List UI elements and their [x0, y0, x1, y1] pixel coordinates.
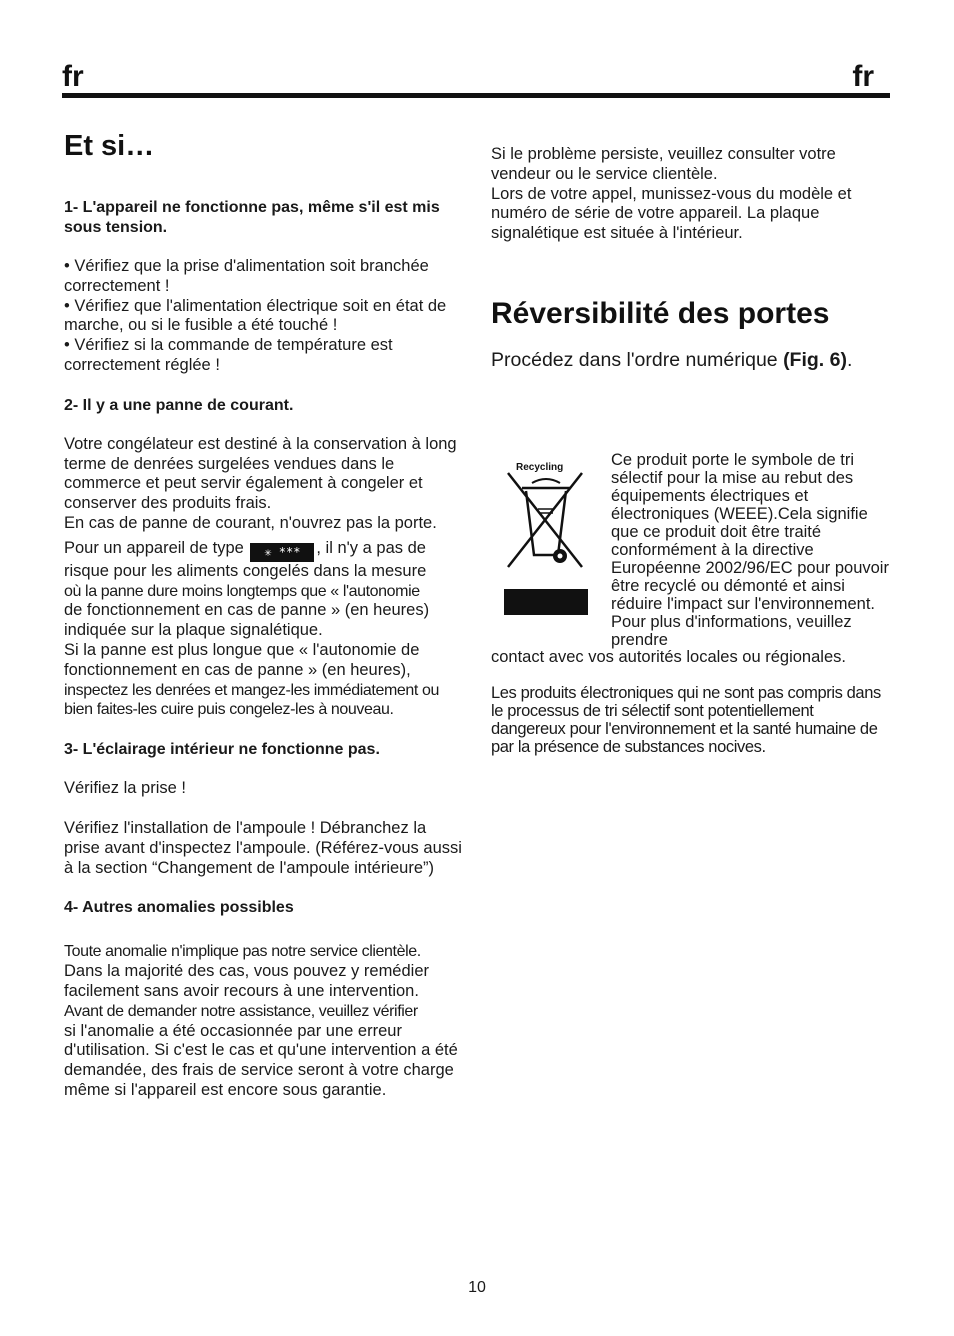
check-power-supply: • Vérifiez que l'alimentation électrique soit en état de marche, ou si le fusible a été touché ! — [64, 296, 447, 335]
service-paragraph-2: Lors de votre appel, munissez-vous du modèle et numéro de série de votre appareil. La plaque signalétique est située à l'intérieur. — [491, 184, 852, 243]
left-column — [64, 128, 466, 1101]
section-title-door-reversibility: Réversibilité des portes — [491, 296, 830, 330]
crossed-bin-icon — [502, 455, 590, 615]
check-temperature: • Vérifiez si la commande de température est correctement réglée ! — [64, 336, 393, 374]
weee-text-continued — [491, 648, 891, 756]
section-3-paragraph-2: Vérifiez l'installation de l'ampoule ! Débranchez la prise avant d'inspectez l'ampoule. (Référez-vous aussi à la section “Changement de l'ampoule intérieure”) — [64, 818, 462, 877]
section-4-text-b: Dans la majorité des cas, vous pouvez y remédier facilement sans avoir recours à une intervention. — [64, 962, 429, 1000]
section-2-heading: 2- Il y a une panne de courant. — [64, 396, 294, 414]
service-paragraph-1: Si le problème persiste, veuillez consulter votre vendeur ou le service clientèle. — [491, 145, 836, 183]
section-2-text-d: de fonctionnement en cas de panne » (en heures) indiquée sur la plaque signalétique. — [64, 601, 430, 640]
section-4-heading: 4- Autres anomalies possibles — [64, 899, 294, 917]
check-power-plug: • Vérifiez que la prise d'alimentation soit branchée correctement ! — [64, 257, 429, 295]
section-3-paragraph-1: Vérifiez la prise ! — [64, 779, 186, 798]
figure-reference: (Fig. 6) — [783, 348, 847, 371]
freezer-star-rating-badge: ✳ *** — [250, 543, 314, 562]
section-2-text-c: où la panne dure moins longtemps que « l'autonomie — [64, 582, 420, 600]
section-4-text-a: Toute anomalie n'implique pas notre service clientèle. — [64, 943, 421, 961]
page-title: Et si… — [64, 130, 155, 162]
recycling-label: Recycling — [516, 462, 564, 473]
section-2-paragraph-5: inspectez les denrées et mangez-les immédiatement ou bien faites-les cuire puis congelez-les à nouveau. — [64, 681, 439, 719]
weee-paragraph-1: Ce produit porte le symbole de tri sélectif pour la mise au rebut des équipements électriques et électroniques (WEEE).Cela signifie que ce produit doit être traité conformément à la directive Européenne 2002/96/EC pour pouvoir être recyclé ou démonté et ainsi réduire l'impact sur l'environnement. Pour plus d'informations, veuillez prendre — [611, 451, 889, 649]
weee-paragraph-2: contact avec vos autorités locales ou régionales. — [491, 648, 846, 666]
right-column — [491, 145, 891, 373]
section-2-text-b: , il n'y a pas de risque pour les aliments congelés dans la mesure — [64, 538, 427, 580]
weee-paragraph-3: Les produits électroniques qui ne sont pas compris dans le processus de tri sélectif sont potentiellement dangereux pour l'environnement et la santé humaine de par la présence de substances nocives. — [491, 684, 881, 756]
section-2-paragraph-2: En cas de panne de courant, n'ouvrez pas la porte. — [64, 513, 437, 532]
section-3-heading: 3- L'éclairage intérieur ne fonctionne pas. — [64, 741, 380, 759]
section-1-heading: 1- L'appareil ne fonctionne pas, même s'il est mis sous tension. — [64, 199, 440, 236]
procedure-subtitle: Procédez dans l'ordre numérique (Fig. 6). — [491, 348, 853, 371]
section-2-paragraph-1: Votre congélateur est destiné à la conservation à long terme de denrées surgelées vendues dans le commerce et peut servir également à congeler et conserver des produits frais. — [64, 434, 457, 513]
page-number: 10 — [468, 1279, 486, 1296]
section-4-text-c: Avant de demander notre assistance, veuillez vérifier — [64, 1002, 418, 1020]
weee-text-block — [611, 451, 893, 649]
language-label-left: fr — [62, 60, 84, 93]
section-2-paragraph-4: Si la panne est plus longue que « l'autonomie de fonctionnement en cas de panne » (en heures), — [64, 640, 420, 679]
section-2-text-a: Pour un appareil de type — [64, 538, 244, 557]
section-2-paragraph-3 — [64, 539, 466, 582]
language-label-right: fr — [852, 60, 874, 93]
header-rule — [62, 93, 890, 98]
section-4-text-d: si l'anomalie a été occasionnée par une erreur d'utilisation. Si c'est le cas et qu'une intervention a été demandée, des frais de service seront à votre charge même si l'appareil est encore sous garantie. — [64, 1021, 458, 1099]
weee-recycling-figure — [502, 455, 590, 615]
